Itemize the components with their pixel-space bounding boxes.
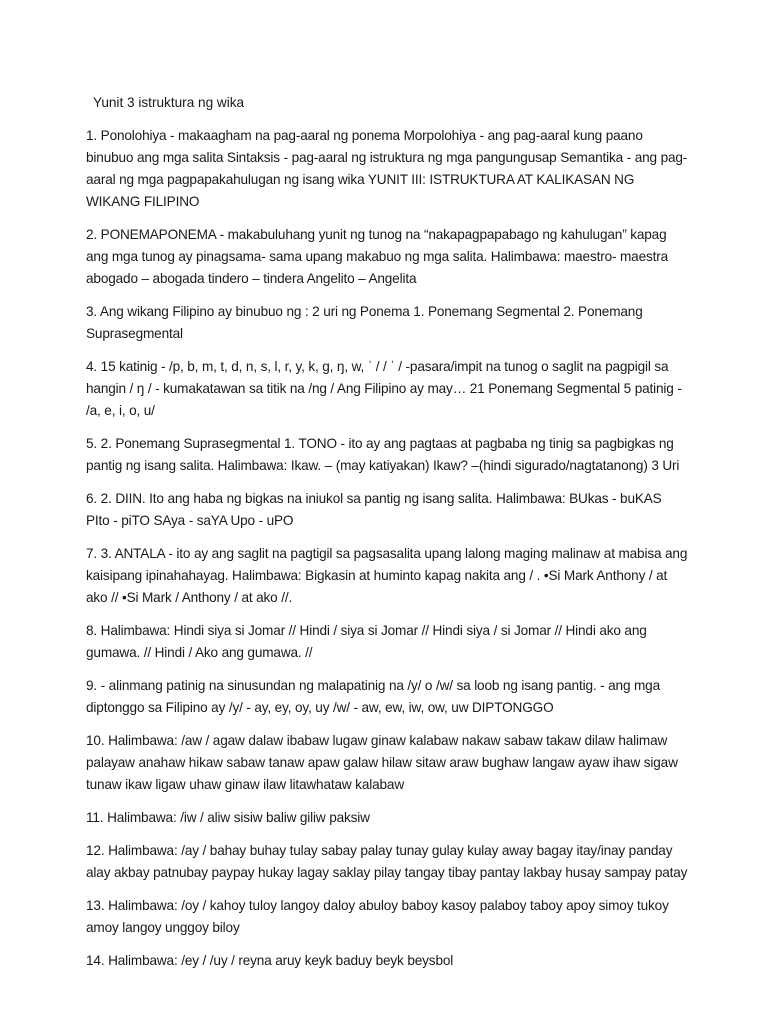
paragraph-10: 10. Halimbawa: /aw / agaw dalaw ibabaw lugaw ginaw kalabaw nakaw sabaw takaw dilaw halimaw palayaw anahaw hikaw sabaw tanaw apaw galaw hilaw sitaw araw bughaw langaw ayaw ihaw sigaw tunaw ikaw ligaw uhaw ginaw ilaw litawhataw kalabaw — [86, 733, 678, 792]
paragraph-7: 7. 3. ANTALA - ito ay ang saglit na pagtigil sa pagsasalita upang lalong maging malinaw at mabisa ang kaisipang ipinahahayag. Halimbawa: Bigkasin at huminto kapag nakita ang / . •Si Mark Anthony / at ako // •Si Mark / Anthony / at ako //. — [86, 546, 688, 605]
paragraph-2: 2. PONEMAPONEMA - makabuluhang yunit ng tunog na “nakapagpapabago ng kahulugan” kapag ang mga tunog ay pinagsama- sama upang makabuo ng mga salita. Halimbawa: maestro- maestra abogado – abogada tindero – tindera Angelito – Angelita — [86, 227, 669, 286]
paragraph-12: 12. Halimbawa: /ay / bahay buhay tulay sabay palay tunay gulay kulay away bagay itay/inay panday alay akbay patnubay paypay hukay lagay saklay pilay tangay tibay pantay lakbay husay sampay patay — [86, 843, 688, 880]
paragraph-4: 4. 15 katinig - /p, b, m, t, d, n, s, l, r, y, k, g, ŋ, w, ʾ / / ʾ / -pasara/impit na tunog o saglit na pagpigil sa hangin / ŋ / - kumakatawan sa titik na /ng / Ang Filipino ay may… 21 Ponemang Segmental 5 patinig - /a, e, i, o, u/ — [86, 359, 682, 418]
paragraph-1: 1. Ponolohiya - makaagham na pag-aaral ng ponema Morpolohiya - ang pag-aaral kung paano binubuo ang mga salita Sintaksis - pag-aaral ng istruktura ng mga pangungusap Semantika - ang pag-aaral ng mga pagpapakahulugan ng isang wika YUNIT III: ISTRUKTURA AT KALIKASAN NG WIKANG FILIPINO — [86, 128, 688, 209]
paragraph-9: 9. - alinmang patinig na sinusundan ng malapatinig na /y/ o /w/ sa loob ng isang pantig. - ang mga diptonggo sa Filipino ay /y/ - ay, ey, oy, uy /w/ - aw, ew, iw, ow, uw DIPTONGGO — [86, 678, 660, 715]
paragraph-5: 5. 2. Ponemang Suprasegmental 1. TONO - ito ay ang pagtaas at pagbaba ng tinig sa pagbigkas ng pantig ng isang salita. Halimbawa: Ikaw. – (may katiyakan) Ikaw? –(hindi sigurado/nagtatanong) 3 Uri — [86, 436, 680, 473]
document-title: Yunit 3 istruktura ng wika — [93, 95, 245, 110]
paragraph-6: 6. 2. DIIN. Ito ang haba ng bigkas na iniukol sa pantig ng isang salita. Halimbawa: BUkas - buKAS PIto - piTO SAya - saYA Upo - uPO — [86, 491, 662, 528]
paragraph-3: 3. Ang wikang Filipino ay binubuo ng : 2 uri ng Ponema 1. Ponemang Segmental 2. Ponemang Suprasegmental — [86, 304, 643, 341]
paragraph-11: 11. Halimbawa: /iw / aliw sisiw baliw giliw paksiw — [86, 810, 370, 825]
paragraph-14: 14. Halimbawa: /ey / /uy / reyna aruy keyk baduy beyk beysbol — [86, 953, 454, 968]
paragraph-8: 8. Halimbawa: Hindi siya si Jomar // Hindi / siya si Jomar // Hindi siya / si Jomar // Hindi ako ang gumawa. // Hindi / Ako ang gumawa. // — [86, 623, 647, 660]
paragraph-13: 13. Halimbawa: /oy / kahoy tuloy langoy daloy abuloy baboy kasoy palaboy taboy apoy simoy tukoy amoy langoy unggoy biloy — [86, 898, 669, 935]
